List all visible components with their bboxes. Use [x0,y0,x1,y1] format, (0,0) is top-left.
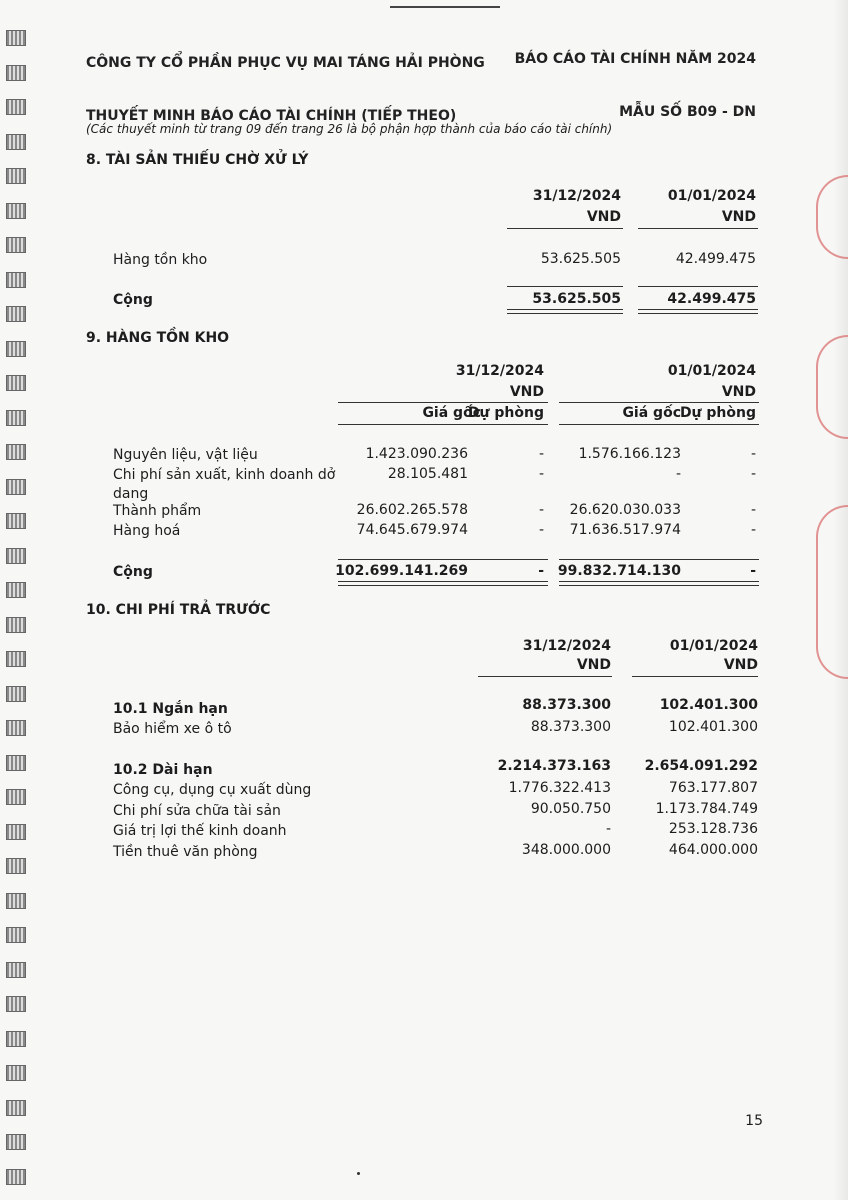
row-value: 348.000.000 [521,841,611,858]
total-value: 99.832.714.130 [557,563,681,579]
binding-ring [6,651,26,667]
cost-value: 28.105.481 [387,466,468,482]
rule [559,559,759,560]
binding-ring [6,134,26,150]
rule [638,286,758,287]
row-value: 88.373.300 [530,719,611,735]
col-unit: VND [723,657,758,673]
binding-ring [6,789,26,805]
report-title: BÁO CÁO TÀI CHÍNH NĂM 2024 [514,51,756,67]
provision-value: - [538,466,544,482]
binding-ring [6,824,26,840]
section-9-title: 9. HÀNG TỒN KHO [86,330,230,346]
rule [559,402,759,403]
binding-ring [6,99,26,115]
notes-subtitle: THUYẾT MINH BÁO CÁO TÀI CHÍNH (TIẾP THEO) [86,108,457,124]
binding-ring [6,1065,26,1081]
sub-header-cost: Giá gốc [422,405,481,421]
col-unit: VND [586,209,621,225]
row-value: 763.177.807 [668,780,758,796]
speck [357,1172,360,1175]
section-8-title: 8. TÀI SẢN THIẾU CHỜ XỬ LÝ [86,152,309,168]
provision-value: - [750,522,756,538]
binding-ring [6,306,26,322]
row-label: Hàng hoá [113,523,181,539]
rule [632,676,758,677]
binding-ring [6,513,26,529]
binding-ring [6,582,26,598]
binding-ring [6,1031,26,1047]
binding-ring [6,962,26,978]
binding-ring [6,410,26,426]
page-number: 15 [745,1113,763,1129]
row-label-continuation: dang [113,486,149,502]
binding-ring [6,1134,26,1150]
provision-value: - [538,446,544,462]
binding-ring [6,203,26,219]
sub-header-provision: Dự phòng [679,405,756,421]
subgroup-value: 2.214.373.163 [497,758,611,774]
double-rule [507,309,623,314]
total-value: 102.699.141.269 [335,563,468,579]
row-label: Giá trị lợi thế kinh doanh [113,823,287,839]
subgroup-label: 10.2 Dài hạn [113,762,213,778]
binding-ring [6,1169,26,1185]
provision-value: - [538,522,544,538]
binding-ring [6,755,26,771]
cost-value: - [675,466,681,482]
col-date: 01/01/2024 [667,188,756,204]
row-label: Chi phí sản xuất, kinh doanh dở [113,467,336,483]
row-value: 102.401.300 [668,719,758,735]
binding-ring [6,548,26,564]
rule [507,228,623,229]
binding-ring [6,720,26,736]
row-label: Chi phí sửa chữa tài sản [113,802,281,819]
row-value: 464.000.000 [668,841,758,858]
red-stamp-mark [816,175,848,259]
binding-ring [6,479,26,495]
rule [638,228,758,229]
cost-value: 1.576.166.123 [578,446,681,462]
provision-value: - [538,502,544,518]
binding-ring [6,686,26,702]
subgroup-value: 2.654.091.292 [644,758,758,774]
binding-ring [6,272,26,288]
binding-ring [6,893,26,909]
col-unit: VND [509,384,544,400]
row-value: 53.625.505 [540,251,621,267]
col-date: 01/01/2024 [667,363,756,379]
col-unit: VND [721,209,756,225]
col-date: 01/01/2024 [669,638,758,654]
cost-value: 26.620.030.033 [569,502,681,518]
rule [478,676,612,677]
col-date: 31/12/2024 [522,638,611,654]
col-date: 31/12/2024 [455,363,544,379]
total-value: - [538,563,544,579]
row-label: Tiền thuê văn phòng [113,843,258,860]
cost-value: 26.602.265.578 [356,502,468,518]
subgroup-label: 10.1 Ngắn hạn [113,701,228,717]
red-stamp-mark [816,505,848,679]
form-number: MẪU SỐ B09 - DN [619,104,756,120]
company-name: CÔNG TY CỔ PHẦN PHỤC VỤ MAI TÁNG HẢI PHÒNG [86,55,485,71]
total-value: 42.499.475 [667,291,756,307]
binding-ring [6,617,26,633]
row-label: Bảo hiểm xe ô tô [113,721,232,737]
binding-ring [6,927,26,943]
row-value: 42.499.475 [675,251,756,267]
subgroup-value: 88.373.300 [522,697,611,713]
col-unit: VND [576,657,611,673]
double-rule [338,581,548,586]
rule [338,424,548,425]
col-unit: VND [721,384,756,400]
row-value: 1.173.784.749 [655,800,758,817]
binding-ring [6,237,26,253]
provision-value: - [750,466,756,482]
sub-header-cost: Giá gốc [622,405,681,421]
row-value: - [605,821,611,837]
provision-value: - [750,446,756,462]
binding-ring [6,444,26,460]
binding-ring [6,375,26,391]
red-stamp-mark [816,335,848,439]
total-value: - [750,563,756,579]
scan-edge-mark [390,6,500,8]
binding-spine [0,0,32,1200]
total-value: 53.625.505 [532,291,621,307]
total-label: Cộng [113,564,153,580]
binding-ring [6,30,26,46]
col-date: 31/12/2024 [532,188,621,204]
binding-ring [6,858,26,874]
cost-value: 1.423.090.236 [365,446,468,462]
notes-disclaimer: (Các thuyết minh từ trang 09 đến trang 26 là bộ phận hợp thành của báo cáo tài chính) [86,122,613,136]
rule [507,286,623,287]
rule [338,559,548,560]
cost-value: 71.636.517.974 [569,522,681,538]
binding-ring [6,341,26,357]
binding-ring [6,168,26,184]
section-10-title: 10. CHI PHÍ TRẢ TRƯỚC [86,602,271,618]
provision-value: - [750,502,756,518]
binding-ring [6,65,26,81]
double-rule [559,581,759,586]
row-label: Thành phẩm [113,503,202,519]
row-value: 253.128.736 [668,821,758,837]
binding-ring [6,1100,26,1116]
row-label: Nguyên liệu, vật liệu [113,447,258,463]
rule [338,402,548,403]
row-label: Hàng tồn kho [113,252,208,268]
row-label: Công cụ, dụng cụ xuất dùng [113,782,312,798]
row-value: 1.776.322.413 [508,780,611,796]
binding-ring [6,996,26,1012]
double-rule [638,309,758,314]
subgroup-value: 102.401.300 [659,697,758,713]
row-value: 90.050.750 [530,800,611,817]
rule [559,424,759,425]
sub-header-provision: Dự phòng [467,405,544,421]
total-label: Cộng [113,292,153,308]
cost-value: 74.645.679.974 [356,522,468,538]
